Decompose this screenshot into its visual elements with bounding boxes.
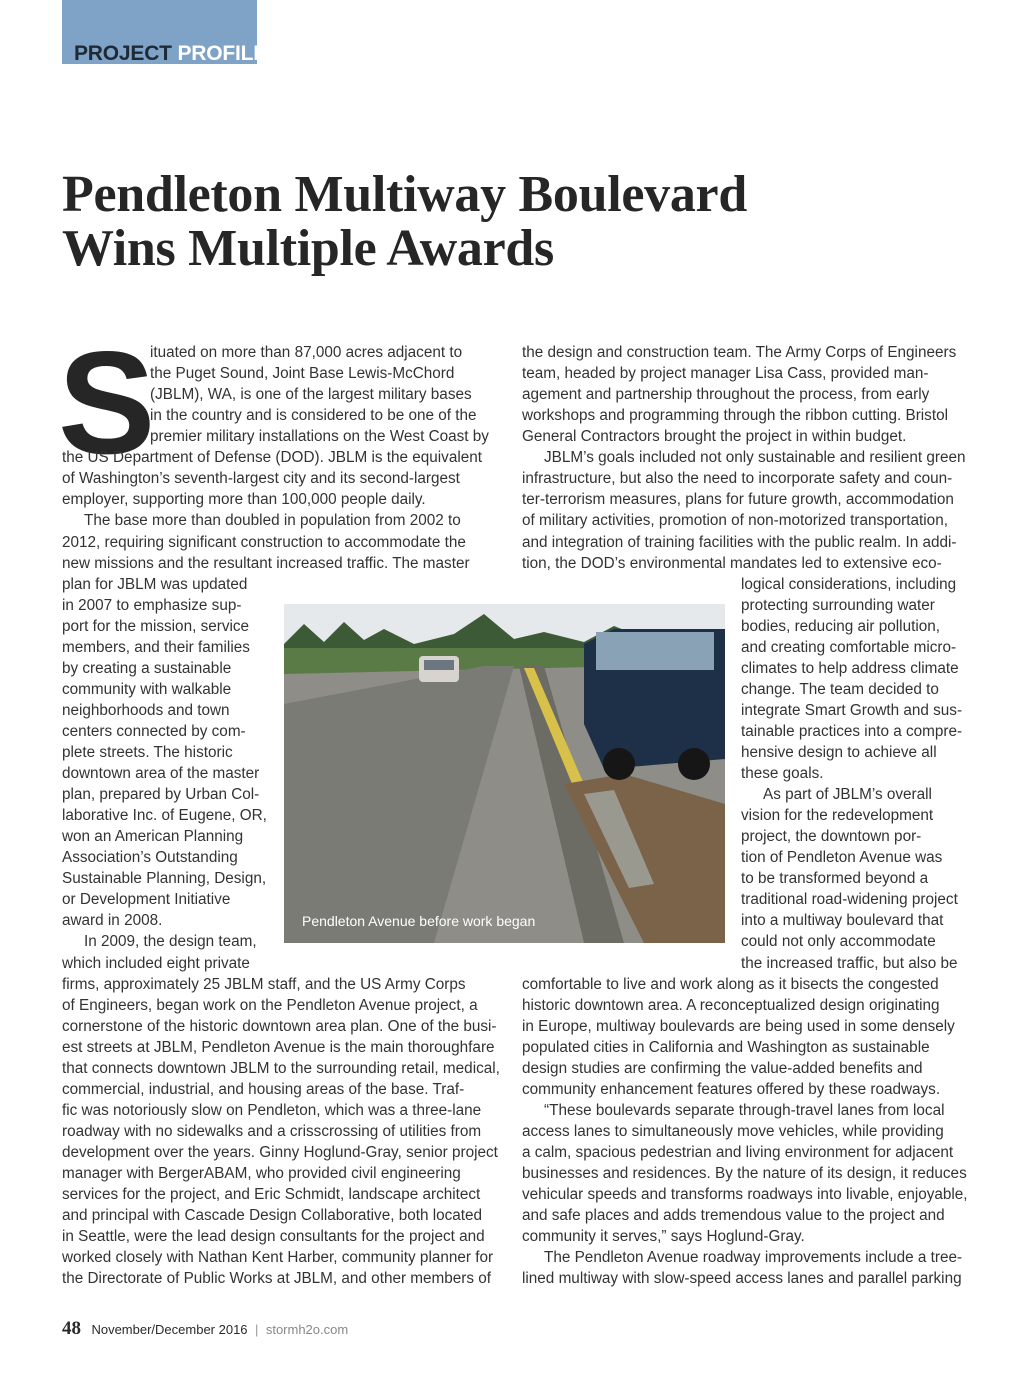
text-line: tion, the DOD’s environmental mandates led to extensive eco-: [522, 554, 942, 572]
text-line: of Engineers, began work on the Pendleton Avenue project, a: [62, 996, 478, 1014]
text-line: by creating a sustainable: [62, 659, 232, 677]
text-line: 2012, requiring significant construction to accommodate the: [62, 533, 466, 551]
photo-caption: Pendleton Avenue before work began: [302, 913, 536, 929]
text-line: “These boulevards separate through-travel lanes from local: [544, 1101, 945, 1119]
text-line: new missions and the resultant increased traffic. The master: [62, 554, 470, 572]
text-line: community enhancement features offered by these roadways.: [522, 1080, 941, 1098]
section-label-word2: PROFILE: [177, 42, 268, 65]
text-line: The base more than doubled in population from 2002 to: [84, 512, 461, 530]
text-line: community with walkable: [62, 680, 232, 698]
text-line: comfortable to live and work along as it bisects the congested: [522, 975, 939, 993]
text-line: traditional road-widening project: [741, 891, 958, 909]
text-line: and integration of training facilities with the public realm. In addi-: [522, 533, 957, 551]
text-line: or Development Initiative: [62, 891, 231, 909]
website: stormh2o.com: [265, 1322, 349, 1337]
text-line: the US Department of Defense (DOD). JBLM is the equivalent: [62, 449, 482, 467]
text-line: to be transformed beyond a: [741, 870, 929, 888]
text-line: project, the downtown por-: [741, 828, 922, 846]
text-line: community it serves,” says Hoglund-Gray.: [522, 1228, 805, 1246]
text-line: the increased traffic, but also be: [741, 954, 958, 972]
issue-date: November/December 2016: [91, 1322, 248, 1337]
text-line: in 2007 to emphasize sup-: [62, 596, 242, 614]
text-line: plan, prepared by Urban Col-: [62, 786, 260, 803]
text-line: award in 2008.: [62, 912, 163, 930]
text-line: and principal with Cascade Design Collaborative, both located: [62, 1207, 483, 1225]
text-line: ituated on more than 87,000 acres adjacent to: [150, 344, 463, 361]
text-line: integrate Smart Growth and sus-: [741, 701, 963, 719]
text-line: roadway with no sidewalks and a crisscrossing of utilities from: [62, 1122, 482, 1140]
text-line: premier military installations on the West Coast by: [150, 428, 489, 446]
text-line: access lanes to simultaneously move vehicles, while providing: [522, 1122, 944, 1140]
text-line: the design and construction team. The Army Corps of Engineers: [522, 344, 957, 361]
text-line: team, headed by project manager Lisa Cass, provided man-: [522, 365, 929, 383]
article-photo: [284, 604, 725, 943]
text-line: downtown area of the master: [62, 765, 260, 782]
text-line: could not only accommodate: [741, 933, 936, 951]
text-line: As part of JBLM’s overall: [763, 786, 932, 803]
text-line: these goals.: [741, 765, 824, 782]
text-line: fic was notoriously slow on Pendleton, which was a three-lane: [62, 1101, 482, 1119]
page-number: 48: [62, 1318, 81, 1339]
text-line: worked closely with Nathan Kent Harber, community planner for: [62, 1249, 494, 1267]
text-line: (JBLM), WA, is one of the largest military bases: [150, 386, 472, 404]
text-line: in Seattle, were the lead design consultants for the project and: [62, 1228, 485, 1246]
text-line: businesses and residences. By the nature of its design, it reduces: [522, 1165, 967, 1182]
text-line: workshops and programming through the ribbon cutting. Bristol: [522, 407, 948, 425]
text-line: lined multiway with slow-speed access lanes and parallel parking: [522, 1270, 962, 1288]
text-line: port for the mission, service: [62, 617, 250, 635]
text-line: services for the project, and Eric Schmidt, landscape architect: [62, 1186, 481, 1203]
text-line: Association’s Outstanding: [62, 849, 238, 867]
text-line: development over the years. Ginny Hoglund-Gray, senior project: [62, 1143, 498, 1161]
text-line: members, and their families: [62, 638, 250, 656]
text-line: and creating comfortable micro-: [741, 638, 957, 656]
text-line: and safe places and adds tremendous value to the project and: [522, 1207, 945, 1225]
text-line: into a multiway boulevard that: [741, 912, 944, 930]
text-line: hensive design to achieve all: [741, 744, 937, 761]
street-photo-illustration: [284, 604, 725, 943]
section-tab: [62, 0, 268, 65]
headline-line1: Pendleton Multiway Boulevard: [62, 166, 747, 223]
text-line: of Washington’s seventh-largest city and its second-largest: [62, 470, 460, 488]
page-footer: [62, 1318, 348, 1340]
text-line: tainable practices into a compre-: [741, 722, 963, 740]
text-line: climates to help address climate: [741, 659, 959, 677]
text-line: JBLM’s goals included not only sustainable and resilient green: [544, 449, 966, 467]
drop-cap: S: [58, 321, 156, 484]
text-line: populated cities in California and Washington as sustainable: [522, 1038, 930, 1056]
text-line: centers connected by com-: [62, 722, 246, 740]
text-line: plete streets. The historic: [62, 744, 233, 761]
headline: [62, 168, 962, 276]
text-line: logical considerations, including: [741, 575, 957, 593]
text-line: in the country and is considered to be one of the: [150, 407, 477, 425]
text-line: protecting surrounding water: [741, 596, 935, 614]
text-line: The Pendleton Avenue roadway improvements include a tree-: [544, 1249, 963, 1267]
headline-line2: Wins Multiple Awards: [62, 220, 554, 277]
text-line: firms, approximately 25 JBLM staff, and the US Army Corps: [62, 975, 466, 993]
text-line: commercial, industrial, and housing areas of the base. Traf-: [62, 1080, 465, 1098]
text-line: est streets at JBLM, Pendleton Avenue is the main thoroughfare: [62, 1038, 495, 1056]
text-line: ter-terrorism measures, plans for future growth, accommodation: [522, 491, 954, 509]
text-line: bodies, reducing air pollution,: [741, 617, 940, 635]
text-line: the Puget Sound, Joint Base Lewis-McChord: [150, 365, 455, 383]
text-line: design studies are confirming the value-added benefits and: [522, 1059, 923, 1077]
text-line: infrastructure, but also the need to incorporate safety and coun-: [522, 470, 953, 488]
text-line: Sustainable Planning, Design,: [62, 870, 267, 888]
text-line: in Europe, multiway boulevards are being used in some densely: [522, 1017, 955, 1035]
text-line: change. The team decided to: [741, 680, 939, 698]
text-line: vision for the redevelopment: [741, 807, 934, 825]
text-line: neighborhoods and town: [62, 701, 230, 719]
text-line: tion of Pendleton Avenue was: [741, 849, 943, 867]
section-label-word1: PROJECT: [74, 42, 172, 65]
text-line: cornerstone of the historic downtown area plan. One of the busi-: [62, 1017, 497, 1035]
footer-separator: |: [254, 1322, 259, 1337]
text-line: employer, supporting more than 100,000 people daily.: [62, 491, 426, 509]
text-line: General Contractors brought the project in within budget.: [522, 428, 907, 446]
text-line: In 2009, the design team,: [84, 933, 257, 951]
text-line: won an American Planning: [62, 828, 244, 846]
text-line: a calm, spacious pedestrian and living environment for adjacent: [522, 1143, 954, 1161]
text-line: agement and partnership throughout the process, from early: [522, 386, 930, 404]
text-line: manager with BergerABAM, who provided civil engineering: [62, 1165, 461, 1182]
text-line: historic downtown area. A reconceptualized design originating: [522, 996, 940, 1014]
text-line: vehicular speeds and transforms roadways into livable, enjoyable,: [522, 1186, 968, 1203]
text-line: that connects downtown JBLM to the surrounding retail, medical,: [62, 1059, 500, 1077]
text-line: laborative Inc. of Eugene, OR,: [62, 807, 267, 825]
text-line: plan for JBLM was updated: [62, 575, 248, 593]
text-line: the Directorate of Public Works at JBLM, and other members of: [62, 1270, 492, 1288]
text-line: of military activities, promotion of non-motorized transportation,: [522, 512, 948, 530]
text-line: which included eight private: [62, 954, 250, 972]
section-label: [74, 43, 267, 64]
